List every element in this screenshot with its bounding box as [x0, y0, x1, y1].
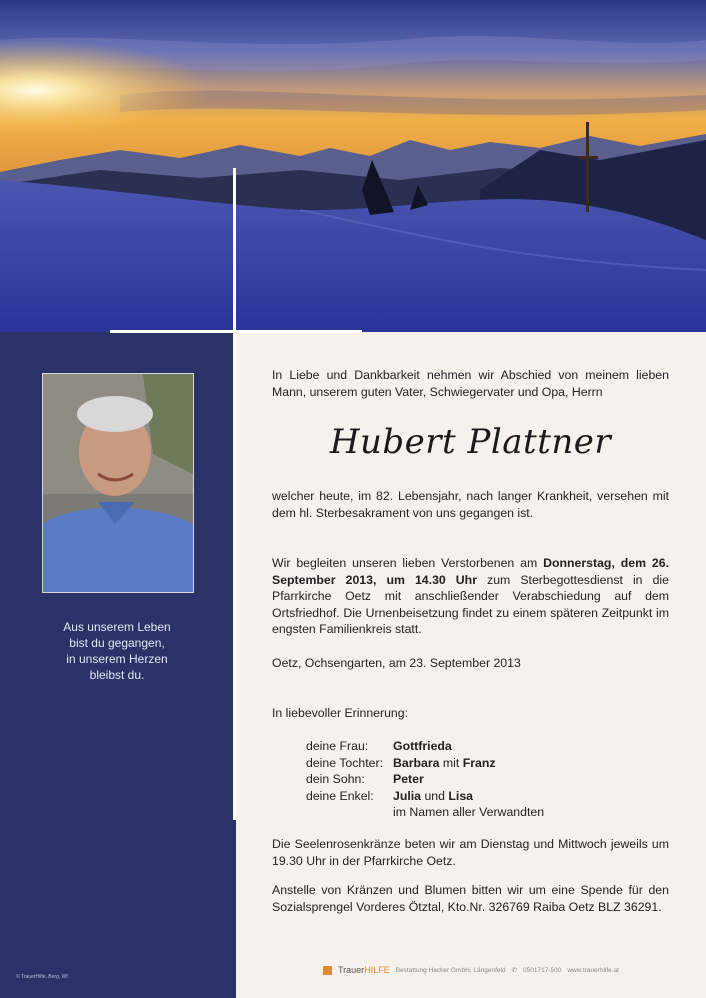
quote-line: bist du gegangen, — [69, 636, 165, 650]
funeral-text: Wir begleiten unseren lieben Verstorbenen am — [272, 556, 544, 570]
logo-text: TrauerHILFE — [338, 965, 390, 975]
deceased-name: Hubert Plattner — [329, 422, 612, 462]
family-list — [306, 738, 544, 821]
mountain-sunset-photo — [0, 0, 706, 332]
portrait-photo — [42, 373, 194, 593]
quote-line: Aus unserem Leben — [63, 620, 171, 634]
cross-horizontal — [110, 330, 362, 333]
family-names: im Namen aller Verwandten — [393, 805, 545, 819]
memory-heading: In liebevoller Erinnerung: — [272, 706, 409, 720]
family-row — [306, 755, 544, 772]
family-row — [306, 804, 544, 821]
quote-line: bleibst du. — [89, 668, 145, 682]
donation-text: Anstelle von Kränzen und Blumen bitten wir um eine Spende für den Sozialsprengel Vorderes Ötztal, Kto.Nr. 326769 Raiba Oetz BLZ 36291. — [272, 883, 669, 914]
company-name: Bestattung Hacker GmbH, Längenfeld — [395, 966, 506, 974]
relation-label — [306, 804, 393, 821]
footer — [323, 965, 619, 975]
family-row — [306, 788, 544, 805]
phone-number: 0501717-500 — [523, 966, 562, 974]
family-row — [306, 738, 544, 755]
phone-icon: ✆ — [511, 967, 517, 974]
family-row — [306, 771, 544, 788]
copyright-note: © TrauerHilfe, Berg, Wf — [16, 974, 68, 980]
relation-label: dein Sohn: — [306, 772, 365, 786]
rosary-text: Die Seelenrosenkränze beten wir am Dienstag und Mittwoch jeweils um 19.30 Uhr in der Pfarrkirche Oetz. — [272, 837, 669, 868]
relation-label: deine Enkel: — [306, 788, 374, 803]
place-date: Oetz, Ochsengarten, am 23. September 2013 — [272, 656, 521, 670]
death-notice: welcher heute, im 82. Lebensjahr, nach langer Krankheit, versehen mit dem hl. Sterbesakrament von uns gegangen ist. — [272, 489, 669, 520]
logo-icon — [323, 966, 332, 975]
family-names: Barbara mit Franz — [393, 755, 496, 770]
quote-line: in unserem Herzen — [66, 652, 168, 666]
website[interactable]: www.trauerhilfe.at — [567, 966, 619, 974]
family-names: Peter — [393, 772, 424, 786]
cross-vertical — [233, 168, 236, 820]
relation-label: deine Frau: — [306, 739, 369, 753]
family-names: Julia und Lisa — [393, 788, 473, 803]
intro-text: In Liebe und Dankbarkeit nehmen wir Abschied von meinem lieben Mann, unserem guten Vater, Schwiegervater und Opa, Herrn — [272, 368, 669, 399]
funeral-text: zum Sterbegottesdienst in die Pfarrkirche Oetz mit anschließender Verabschiedung auf dem Ortsfriedhof. Die Urnenbeisetzung findet zu einem späteren Zeitpunkt im engsten Familienkreis statt. — [272, 572, 669, 636]
memorial-quote — [22, 619, 212, 683]
relation-label: deine Tochter: — [306, 755, 384, 770]
family-names: Gottfrieda — [393, 739, 452, 753]
funeral-date: Donnerstag, dem 26. September 2013, um 14.30 Uhr — [272, 556, 670, 587]
funeral-details — [272, 555, 669, 638]
